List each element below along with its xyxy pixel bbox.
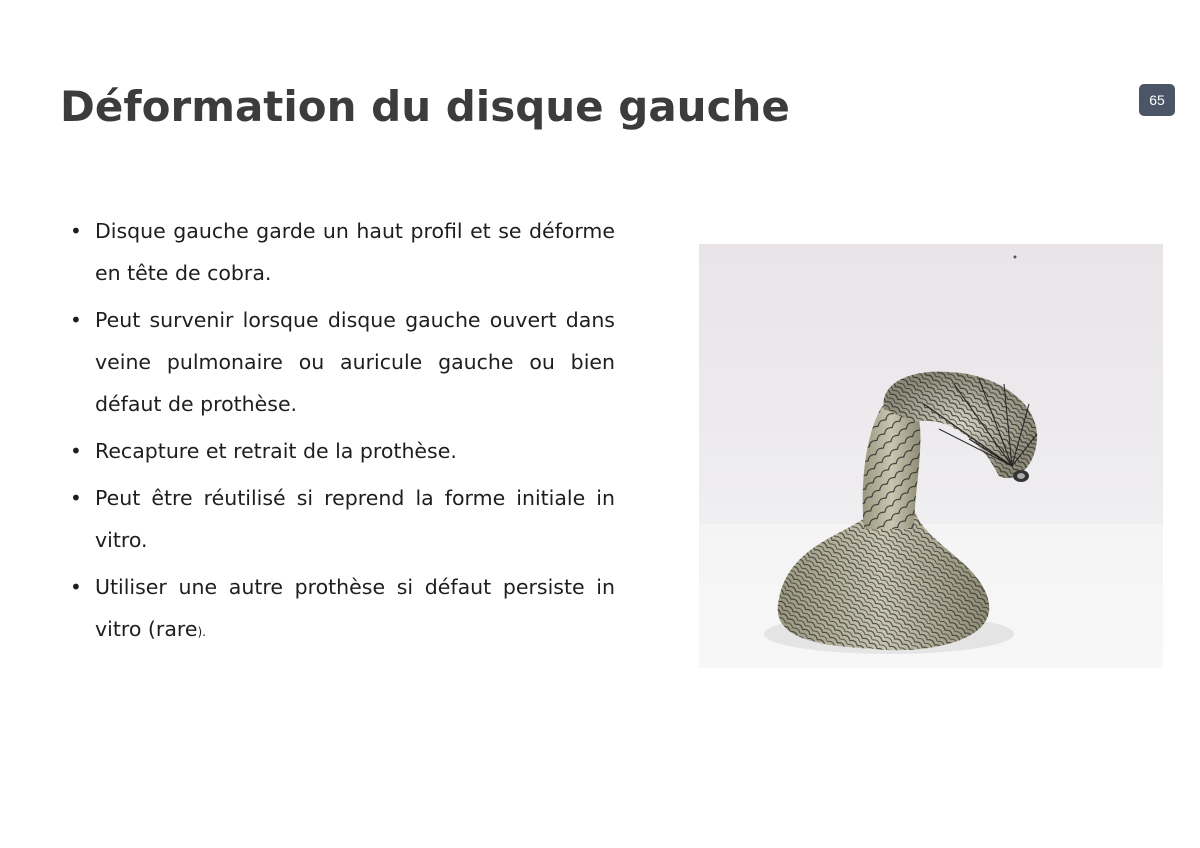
- bullet-item: [70, 477, 615, 561]
- bullet-list: [70, 210, 615, 658]
- bullet-item: [70, 430, 615, 472]
- bullet-text: Disque gauche garde un haut profil et se déforme en tête de cobra.: [95, 219, 615, 285]
- bullet-dot-icon: •: [70, 219, 82, 243]
- bullet-dot-icon: •: [70, 308, 82, 332]
- bullet-text: Peut être réutilisé si reprend la forme initiale in vitro.: [95, 486, 615, 552]
- slide-title: Déformation du disque gauche: [60, 82, 790, 131]
- bullet-dot-icon: •: [70, 439, 82, 463]
- bullet-text: Utiliser une autre prothèse si défaut persiste in vitro (rare: [95, 575, 615, 641]
- deformed-occluder-photo: [699, 244, 1163, 668]
- bullet-item: [70, 299, 615, 425]
- bullet-item: [70, 566, 615, 653]
- bullet-dot-icon: •: [70, 575, 82, 599]
- bullet-text: Peut survenir lorsque disque gauche ouvert dans veine pulmonaire ou auricule gauche ou bien défaut de prothèse.: [95, 308, 615, 416]
- bullet-text: Recapture et retrait de la prothèse.: [95, 439, 457, 463]
- bullet-text-suffix: ).: [197, 625, 206, 639]
- page-number-badge: 65: [1139, 84, 1175, 116]
- bullet-item: [70, 210, 615, 294]
- bullet-dot-icon: •: [70, 486, 82, 510]
